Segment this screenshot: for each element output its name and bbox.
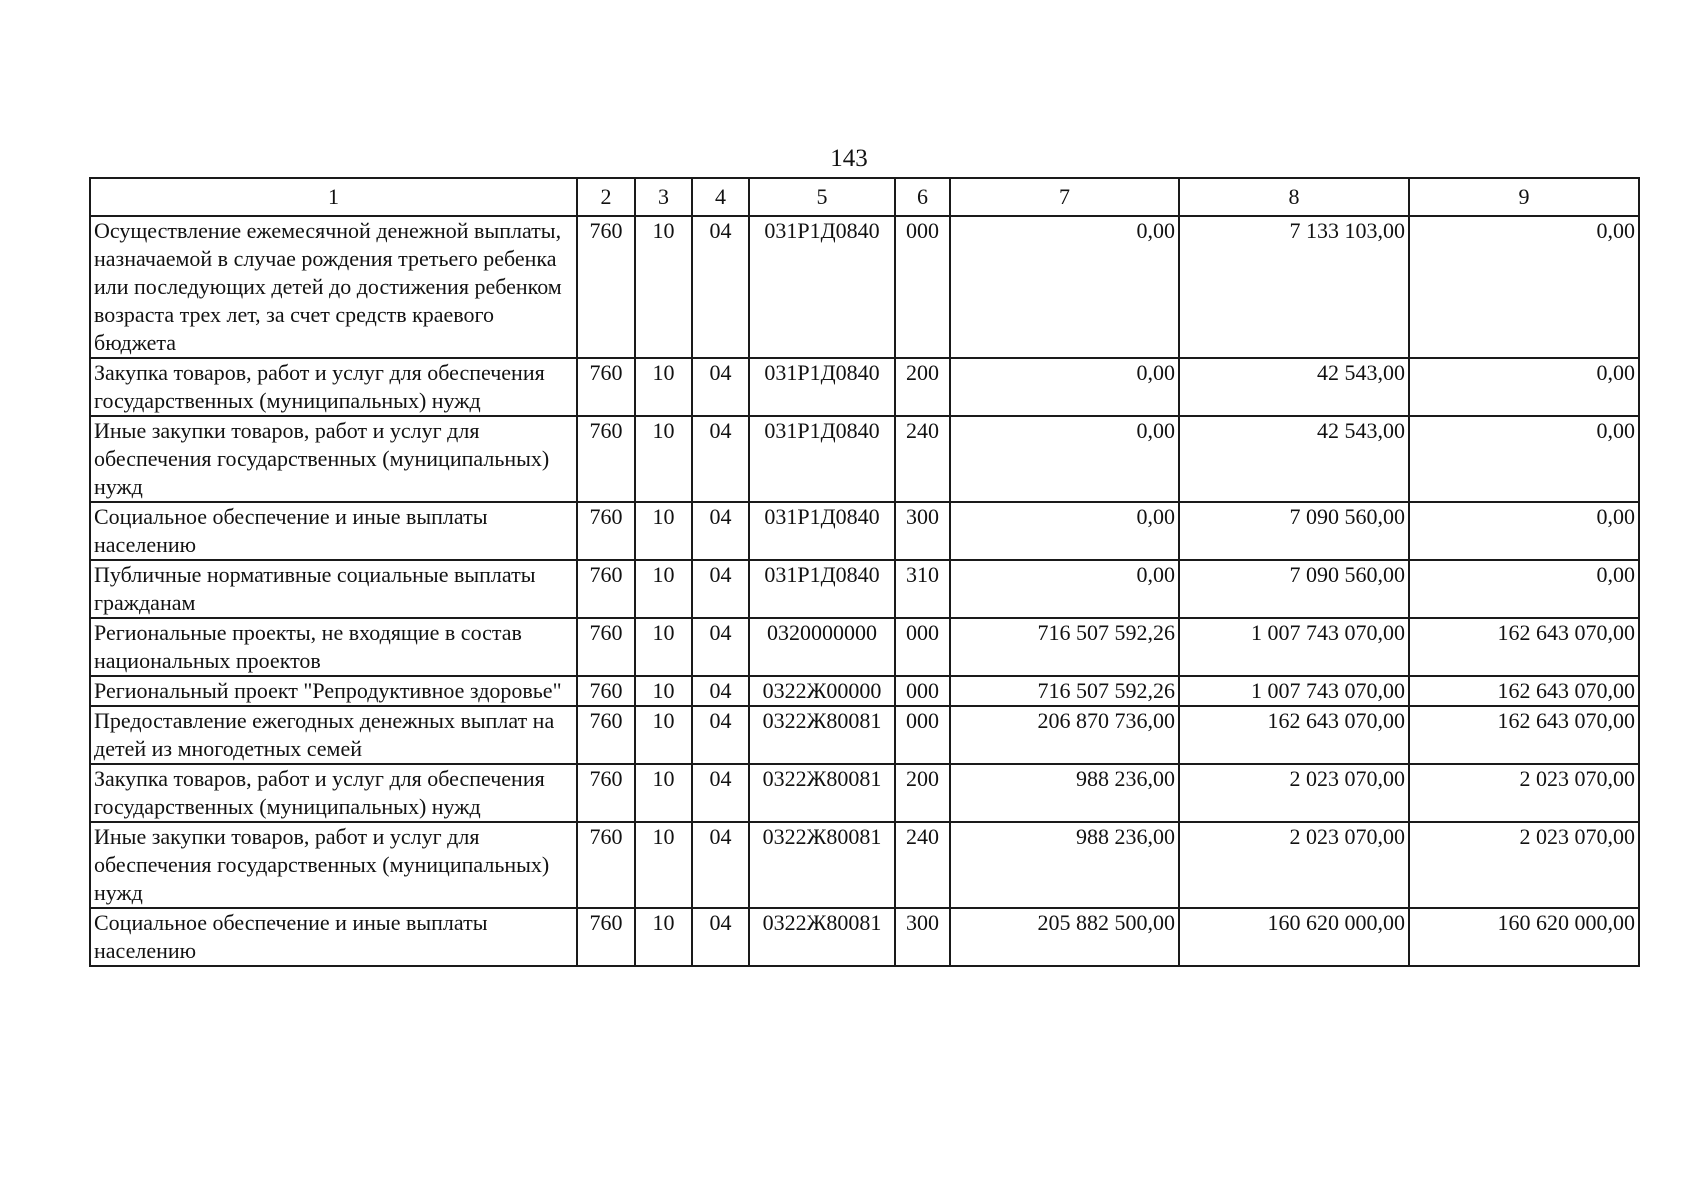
row-code-3: 10 <box>635 908 692 966</box>
row-amount-9: 0,00 <box>1409 560 1639 618</box>
row-amount-7: 0,00 <box>950 358 1179 416</box>
row-code-6: 310 <box>895 560 950 618</box>
row-amount-8: 160 620 000,00 <box>1179 908 1409 966</box>
row-description: Публичные нормативные социальные выплаты гражданам <box>90 560 577 618</box>
row-code-2: 760 <box>577 502 635 560</box>
row-code-2: 760 <box>577 358 635 416</box>
row-amount-7: 206 870 736,00 <box>950 706 1179 764</box>
row-description: Осуществление ежемесячной денежной выплаты, назначаемой в случае рождения третьего ребенка или последующих детей до достижения ребенком возраста трех лет, за счет средств краевого бюджета <box>90 216 577 358</box>
row-amount-9: 162 643 070,00 <box>1409 676 1639 706</box>
row-amount-8: 42 543,00 <box>1179 416 1409 502</box>
row-code-4: 04 <box>692 560 749 618</box>
row-amount-8: 7 090 560,00 <box>1179 502 1409 560</box>
row-amount-9: 0,00 <box>1409 216 1639 358</box>
page-number: 143 <box>830 145 868 172</box>
row-description: Закупка товаров, работ и услуг для обеспечения государственных (муниципальных) нужд <box>90 358 577 416</box>
row-description: Иные закупки товаров, работ и услуг для обеспечения государственных (муниципальных) нужд <box>90 416 577 502</box>
row-amount-7: 988 236,00 <box>950 822 1179 908</box>
row-code-3: 10 <box>635 216 692 358</box>
header-cell-7: 7 <box>950 178 1179 216</box>
table-row <box>90 908 1639 966</box>
row-code-4: 04 <box>692 618 749 676</box>
row-code-5: 0320000000 <box>749 618 895 676</box>
row-code-3: 10 <box>635 502 692 560</box>
row-code-3: 10 <box>635 618 692 676</box>
row-code-2: 760 <box>577 822 635 908</box>
row-code-4: 04 <box>692 502 749 560</box>
row-code-3: 10 <box>635 560 692 618</box>
row-code-5: 0322Ж80081 <box>749 706 895 764</box>
table-row <box>90 764 1639 822</box>
row-code-3: 10 <box>635 416 692 502</box>
row-description: Социальное обеспечение и иные выплаты населению <box>90 908 577 966</box>
row-code-6: 200 <box>895 358 950 416</box>
row-amount-8: 162 643 070,00 <box>1179 706 1409 764</box>
row-code-4: 04 <box>692 676 749 706</box>
table-row <box>90 560 1639 618</box>
row-code-5: 0322Ж00000 <box>749 676 895 706</box>
table-row <box>90 618 1639 676</box>
row-amount-7: 0,00 <box>950 502 1179 560</box>
row-code-5: 031Р1Д0840 <box>749 216 895 358</box>
row-amount-7: 205 882 500,00 <box>950 908 1179 966</box>
row-code-6: 000 <box>895 618 950 676</box>
table-row <box>90 502 1639 560</box>
row-code-2: 760 <box>577 706 635 764</box>
row-amount-9: 0,00 <box>1409 502 1639 560</box>
row-amount-7: 0,00 <box>950 416 1179 502</box>
table-row <box>90 706 1639 764</box>
row-amount-8: 42 543,00 <box>1179 358 1409 416</box>
row-code-6: 300 <box>895 502 950 560</box>
row-amount-7: 716 507 592,26 <box>950 676 1179 706</box>
row-code-2: 760 <box>577 216 635 358</box>
header-cell-6: 6 <box>895 178 950 216</box>
row-code-5: 0322Ж80081 <box>749 908 895 966</box>
row-code-2: 760 <box>577 416 635 502</box>
row-amount-7: 0,00 <box>950 216 1179 358</box>
table-row <box>90 676 1639 706</box>
header-cell-5: 5 <box>749 178 895 216</box>
row-code-4: 04 <box>692 358 749 416</box>
row-code-2: 760 <box>577 676 635 706</box>
row-code-3: 10 <box>635 358 692 416</box>
row-code-2: 760 <box>577 764 635 822</box>
row-code-6: 000 <box>895 706 950 764</box>
table-row <box>90 822 1639 908</box>
row-code-5: 031Р1Д0840 <box>749 416 895 502</box>
row-description: Предоставление ежегодных денежных выплат на детей из многодетных семей <box>90 706 577 764</box>
header-cell-2: 2 <box>577 178 635 216</box>
row-code-4: 04 <box>692 822 749 908</box>
row-code-6: 000 <box>895 676 950 706</box>
row-code-2: 760 <box>577 618 635 676</box>
header-cell-8: 8 <box>1179 178 1409 216</box>
header-cell-4: 4 <box>692 178 749 216</box>
row-description: Региональный проект "Репродуктивное здоровье" <box>90 676 577 706</box>
row-code-2: 760 <box>577 908 635 966</box>
row-code-5: 031Р1Д0840 <box>749 560 895 618</box>
row-code-6: 240 <box>895 822 950 908</box>
row-code-3: 10 <box>635 706 692 764</box>
row-amount-8: 1 007 743 070,00 <box>1179 676 1409 706</box>
header-row <box>90 178 1639 216</box>
row-amount-9: 2 023 070,00 <box>1409 822 1639 908</box>
row-code-4: 04 <box>692 764 749 822</box>
table-row <box>90 358 1639 416</box>
row-code-3: 10 <box>635 764 692 822</box>
table-row <box>90 416 1639 502</box>
row-amount-7: 988 236,00 <box>950 764 1179 822</box>
row-description: Социальное обеспечение и иные выплаты населению <box>90 502 577 560</box>
row-amount-9: 160 620 000,00 <box>1409 908 1639 966</box>
row-amount-9: 162 643 070,00 <box>1409 618 1639 676</box>
row-code-5: 031Р1Д0840 <box>749 358 895 416</box>
row-code-5: 0322Ж80081 <box>749 822 895 908</box>
row-description: Закупка товаров, работ и услуг для обеспечения государственных (муниципальных) нужд <box>90 764 577 822</box>
row-amount-8: 2 023 070,00 <box>1179 822 1409 908</box>
row-code-3: 10 <box>635 676 692 706</box>
header-cell-1: 1 <box>90 178 577 216</box>
row-description: Региональные проекты, не входящие в состав национальных проектов <box>90 618 577 676</box>
row-amount-9: 0,00 <box>1409 416 1639 502</box>
row-code-4: 04 <box>692 908 749 966</box>
row-code-3: 10 <box>635 822 692 908</box>
row-code-4: 04 <box>692 416 749 502</box>
row-amount-9: 162 643 070,00 <box>1409 706 1639 764</box>
row-amount-7: 0,00 <box>950 560 1179 618</box>
row-code-4: 04 <box>692 216 749 358</box>
row-code-5: 0322Ж80081 <box>749 764 895 822</box>
row-amount-8: 1 007 743 070,00 <box>1179 618 1409 676</box>
header-cell-9: 9 <box>1409 178 1639 216</box>
row-amount-7: 716 507 592,26 <box>950 618 1179 676</box>
table-row <box>90 216 1639 358</box>
row-amount-8: 2 023 070,00 <box>1179 764 1409 822</box>
row-code-5: 031Р1Д0840 <box>749 502 895 560</box>
row-code-2: 760 <box>577 560 635 618</box>
row-code-6: 200 <box>895 764 950 822</box>
row-amount-8: 7 133 103,00 <box>1179 216 1409 358</box>
row-amount-8: 7 090 560,00 <box>1179 560 1409 618</box>
row-amount-9: 2 023 070,00 <box>1409 764 1639 822</box>
row-code-4: 04 <box>692 706 749 764</box>
header-cell-3: 3 <box>635 178 692 216</box>
row-amount-9: 0,00 <box>1409 358 1639 416</box>
budget-table <box>89 177 1640 967</box>
row-description: Иные закупки товаров, работ и услуг для обеспечения государственных (муниципальных) нужд <box>90 822 577 908</box>
row-code-6: 000 <box>895 216 950 358</box>
row-code-6: 240 <box>895 416 950 502</box>
row-code-6: 300 <box>895 908 950 966</box>
